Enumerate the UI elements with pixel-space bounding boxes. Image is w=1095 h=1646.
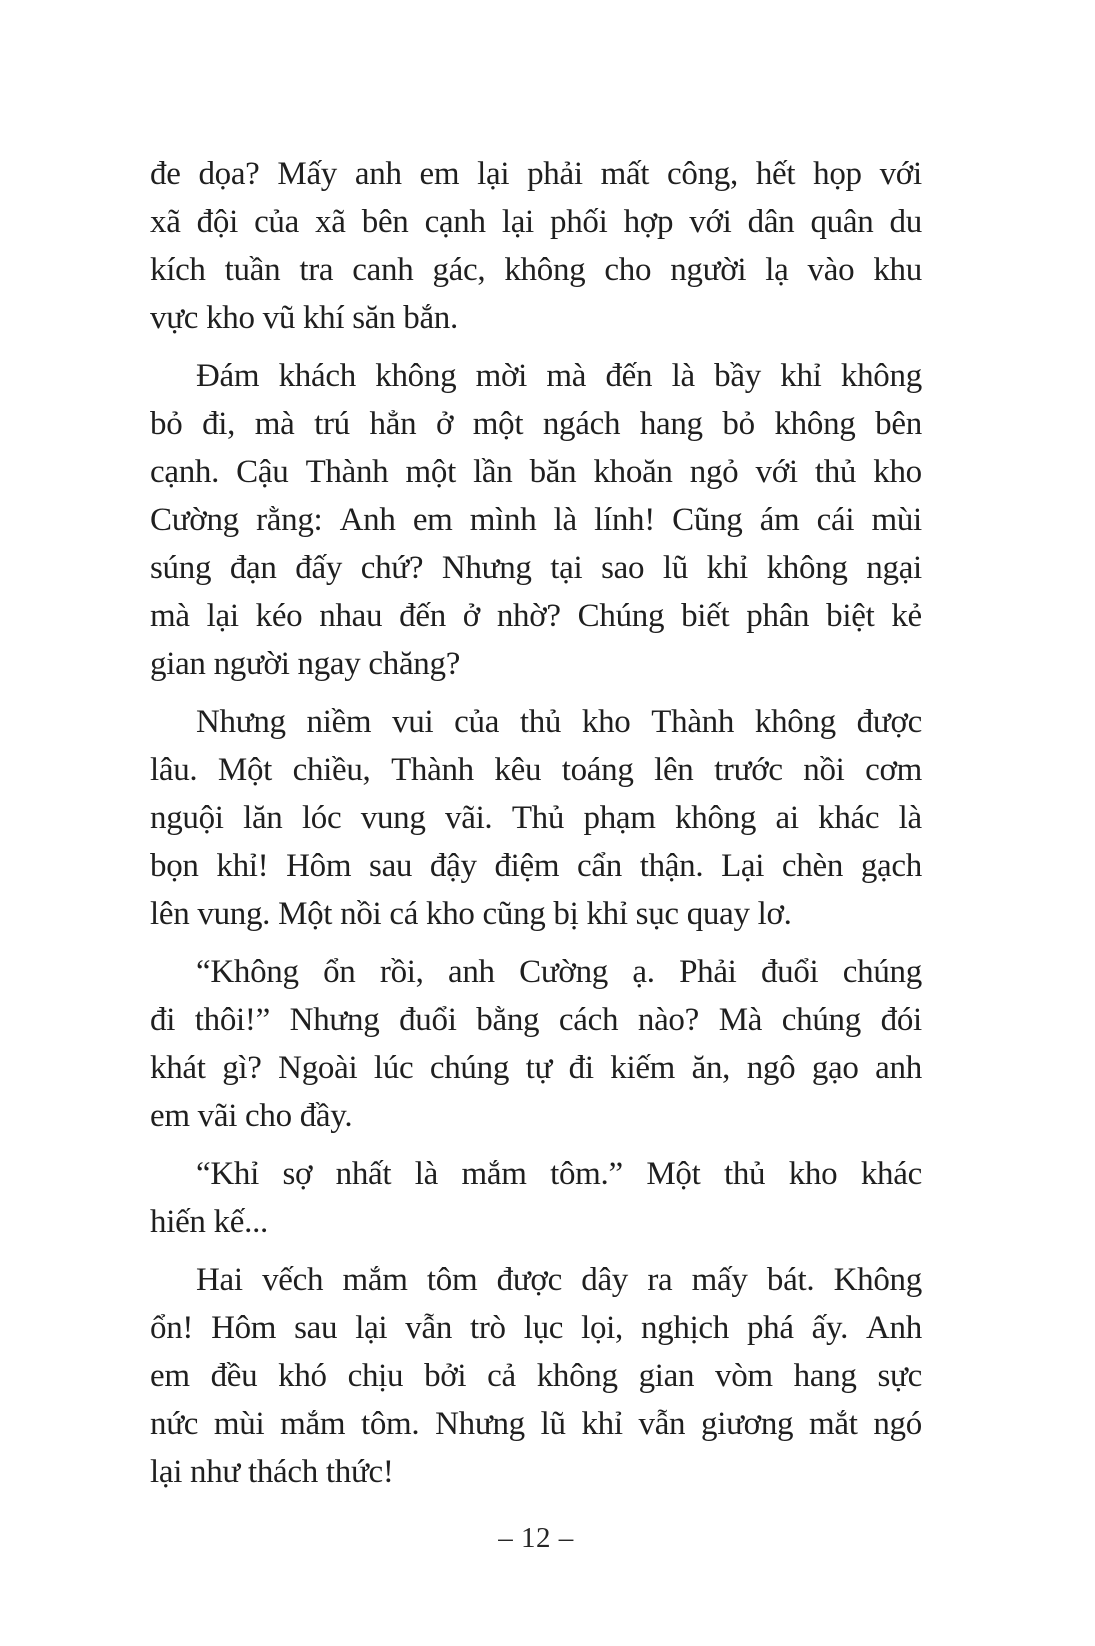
text-line: hiến kế... — [150, 1204, 268, 1240]
text-line: súng đạn đấy chứ? Nhưng tại sao lũ khỉ không ngại — [150, 550, 922, 586]
text-line: Nhưng niềm vui của thủ kho Thành không được — [196, 704, 922, 740]
text-line: “Khỉ sợ nhất là mắm tôm.” Một thủ kho khác — [196, 1156, 922, 1192]
page-number: – 12 – — [498, 1522, 574, 1554]
paragraph — [150, 1150, 922, 1246]
text-line: lại như thách thức! — [150, 1454, 394, 1490]
text-line: nguội lăn lóc vung vãi. Thủ phạm không ai khác là — [150, 800, 922, 836]
paragraph — [150, 1256, 922, 1496]
text-line: em vãi cho đầy. — [150, 1098, 353, 1134]
text-line: Cường rằng: Anh em mình là lính! Cũng ám cái mùi — [150, 502, 922, 538]
paragraph — [150, 698, 922, 938]
text-line: bỏ đi, mà trú hẳn ở một ngách hang bỏ không bên — [150, 406, 922, 442]
text-line: lên vung. Một nồi cá kho cũng bị khỉ sục quay lơ. — [150, 896, 792, 932]
page-text — [150, 150, 922, 1506]
text-line: vực kho vũ khí săn bắn. — [150, 300, 458, 336]
text-line: Đám khách không mời mà đến là bầy khỉ không — [196, 358, 922, 394]
text-line: “Không ổn rồi, anh Cường ạ. Phải đuổi chúng — [196, 954, 922, 990]
text-line: bọn khỉ! Hôm sau đậy điệm cẩn thận. Lại chèn gạch — [150, 848, 922, 884]
text-line: khát gì? Ngoài lúc chúng tự đi kiếm ăn, ngô gạo anh — [150, 1050, 922, 1086]
text-line: đe dọa? Mấy anh em lại phải mất công, hết họp với — [150, 156, 922, 192]
text-line: mà lại kéo nhau đến ở nhờ? Chúng biết phân biệt kẻ — [150, 598, 922, 634]
text-line: lâu. Một chiều, Thành kêu toáng lên trước nồi cơm — [150, 752, 922, 788]
page-footer — [150, 1522, 922, 1555]
text-line: đi thôi!” Nhưng đuổi bằng cách nào? Mà chúng đói — [150, 1002, 922, 1038]
text-line: kích tuần tra canh gác, không cho người lạ vào khu — [150, 252, 922, 288]
paragraph — [150, 150, 922, 342]
paragraph — [150, 948, 922, 1140]
text-line: xã đội của xã bên cạnh lại phối hợp với dân quân du — [150, 204, 922, 240]
text-line: nức mùi mắm tôm. Nhưng lũ khỉ vẫn giương mắt ngó — [150, 1406, 922, 1442]
text-line: cạnh. Cậu Thành một lần băn khoăn ngỏ với thủ kho — [150, 454, 922, 490]
text-line: gian người ngay chăng? — [150, 646, 461, 682]
text-line: em đều khó chịu bởi cả không gian vòm hang sực — [150, 1358, 922, 1394]
paragraph — [150, 352, 922, 688]
text-line: ổn! Hôm sau lại vẫn trò lục lọi, nghịch phá ấy. Anh — [150, 1310, 922, 1346]
text-line: Hai vếch mắm tôm được dây ra mấy bát. Không — [196, 1262, 922, 1298]
